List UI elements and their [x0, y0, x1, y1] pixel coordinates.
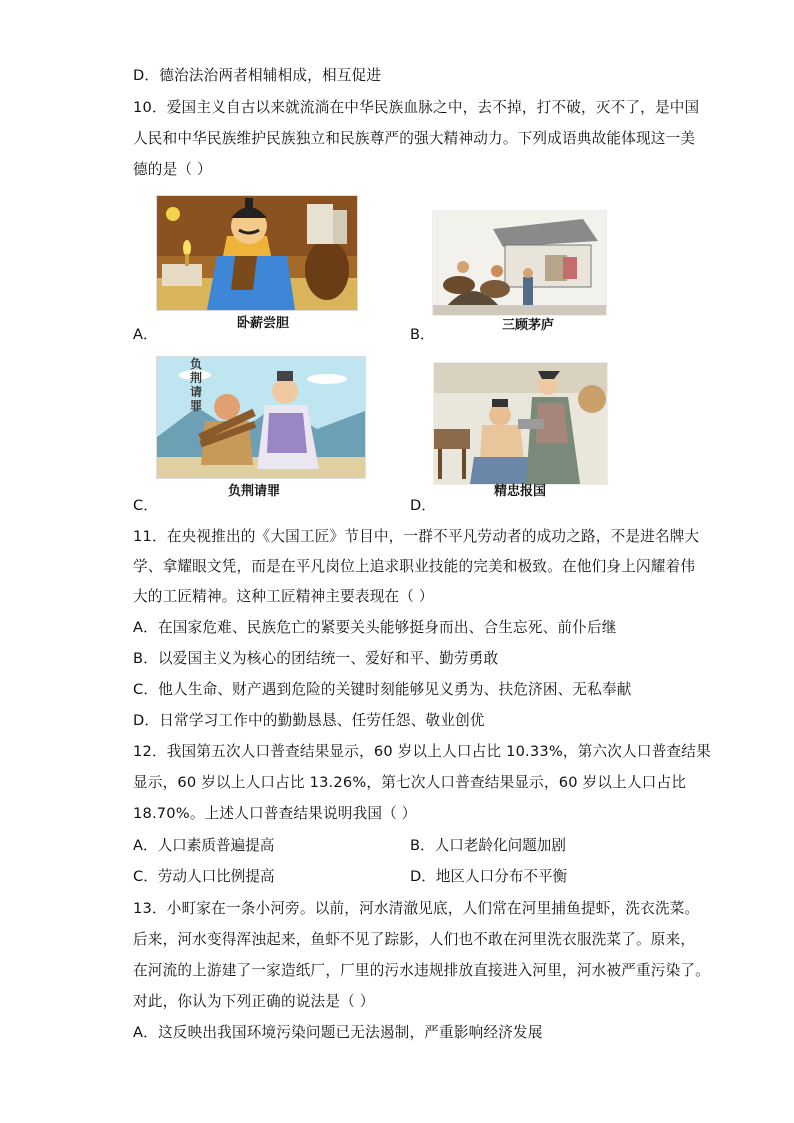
q11-stem-line-3: 大的工匠精神。这种工匠精神主要表现在（ ）	[133, 588, 434, 605]
q11-stem-line-2: 学、拿耀眼文凭，而是在平凡岗位上追求职业技能的完美和极致。在他们身上闪耀着伟	[133, 558, 696, 575]
q11-option-b[interactable]: B．以爱国主义为核心的团结统一、爱好和平、勤劳勇敢	[133, 650, 499, 667]
q13-stem-line-2: 后来，河水变得浑浊起来，鱼虾不见了踪影，人们也不敢在河里洗衣服洗菜了。原来，	[133, 931, 696, 948]
q10-option-c-letter[interactable]: C．	[133, 497, 158, 514]
fujing-qingzui-illustration	[157, 357, 365, 478]
jingzhong-baoguo-illustration	[434, 363, 607, 484]
option-c-image	[156, 356, 366, 479]
q12-stem-line-3: 18.70%。上述人口普查结果说明我国（ ）	[133, 805, 417, 822]
q13-stem-line-1: 13．小町家在一条小河旁。以前，河水清澈见底，人们常在河里捕鱼提虾，洗衣洗菜。	[133, 900, 700, 917]
q13-stem-line-4: 对此，你认为下列正确的说法是（ ）	[133, 993, 375, 1010]
q12-option-c[interactable]: C．劳动人口比例提高	[133, 868, 275, 885]
option-d-image	[433, 362, 608, 485]
woxin-changdan-illustration	[157, 196, 357, 310]
option-a-caption: 卧薪尝胆	[237, 316, 290, 331]
q12-stem-line-2: 显示，60 岁以上人口占比 13.26%，第七次人口普查结果显示，60 岁以上人口占比	[133, 774, 687, 791]
q11-option-c[interactable]: C．他人生命、财产遇到危险的关键时刻能够见义勇为、扶危济困、无私奉献	[133, 681, 632, 698]
q11-stem-line-1: 11．在央视推出的《大国工匠》节目中，一群不平凡劳动者的成功之路，不是进名牌大	[133, 528, 700, 545]
option-c-caption: 负荆请罪	[228, 484, 281, 499]
q10-option-d-letter[interactable]: D．	[410, 497, 436, 514]
q10-option-a-letter[interactable]: A．	[133, 326, 158, 343]
q10-stem-line-2: 人民和中华民族维护民族独立和民族尊严的强大精神动力。下列成语典故能体现这一美	[133, 130, 696, 147]
q10-stem-line-3: 德的是（ ）	[133, 161, 212, 178]
q10-stem-line-1: 10．爱国主义自古以来就流淌在中华民族血脉之中，去不掉，打不破，灭不了，是中国	[133, 99, 700, 116]
q13-stem-line-3: 在河流的上游建了一家造纸厂，厂里的污水违规排放直接进入河里，河水被严重污染了。	[133, 962, 710, 979]
q11-option-a[interactable]: A．在国家危难、民族危亡的紧要关头能够挺身而出、合生忘死、前仆后继	[133, 619, 617, 636]
q13-option-a[interactable]: A．这反映出我国环境污染问题已无法遏制，严重影响经济发展	[133, 1024, 543, 1041]
q11-option-d[interactable]: D．日常学习工作中的勤勤恳恳、任劳任怨、敬业创优	[133, 712, 485, 729]
q12-option-a[interactable]: A．人口素质普遍提高	[133, 837, 275, 854]
q12-option-d[interactable]: D．地区人口分布不平衡	[410, 868, 568, 885]
option-b-caption: 三顾茅庐	[502, 318, 555, 333]
option-b-image	[432, 210, 607, 316]
q12-option-b[interactable]: B．人口老龄化问题加剧	[410, 837, 566, 854]
option-c-vertical-title: 负荆请罪	[190, 357, 203, 413]
option-d-caption: 精忠报国	[494, 484, 547, 499]
option-a-image	[156, 195, 358, 311]
q9-option-d: D．德治法治两者相辅相成，相互促进	[133, 67, 382, 84]
sangu-maolu-illustration	[433, 211, 606, 315]
q10-option-b-letter[interactable]: B．	[410, 326, 435, 343]
q12-stem-line-1: 12．我国第五次人口普查结果显示，60 岁以上人口占比 10.33%，第六次人口普查结果	[133, 743, 711, 760]
